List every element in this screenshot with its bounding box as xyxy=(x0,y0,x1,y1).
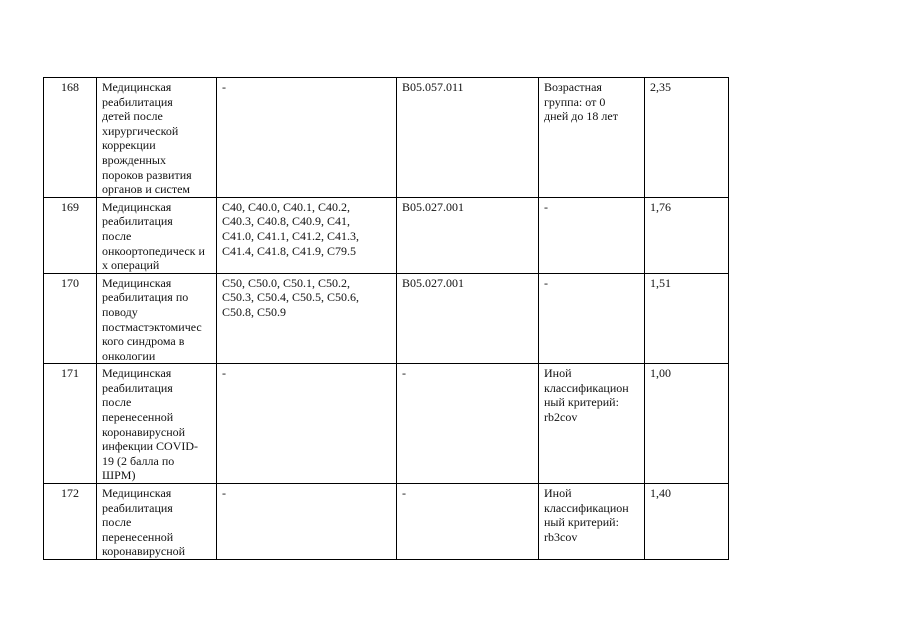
table-row xyxy=(44,197,729,273)
table-row xyxy=(44,484,729,560)
criteria: - xyxy=(539,273,645,364)
table-row xyxy=(44,78,729,198)
icd-codes: C50, C50.0, C50.1, C50.2, C50.3, C50.4, C50.5, C50.6, C50.8, C50.9 xyxy=(217,273,397,364)
icd-codes: C40, C40.0, C40.1, C40.2, C40.3, C40.8, C40.9, C41, C41.0, C41.1, C41.2, C41.3, C41.4, C41.8, C41.9, C79.5 xyxy=(217,197,397,273)
service-code: B05.057.011 xyxy=(397,78,539,198)
criteria: Возрастная группа: от 0 дней до 18 лет xyxy=(539,78,645,198)
rehab-name: Медицинская реабилитация детей после хирургической коррекции врожденных пороков развития органов и систем xyxy=(97,78,217,198)
row-number: 169 xyxy=(44,197,97,273)
coefficient: 1,76 xyxy=(645,197,729,273)
service-code: - xyxy=(397,484,539,560)
coefficient: 1,40 xyxy=(645,484,729,560)
row-number: 172 xyxy=(44,484,97,560)
rehab-name: Медицинская реабилитация после онкоортопедическ и х операций xyxy=(97,197,217,273)
rehab-name: Медицинская реабилитация после перенесенной коронавирусной инфекции COVID- 19 (2 балла по ШРМ) xyxy=(97,364,217,484)
service-code: - xyxy=(397,364,539,484)
coefficient: 1,00 xyxy=(645,364,729,484)
icd-codes: - xyxy=(217,78,397,198)
icd-codes: - xyxy=(217,484,397,560)
tariff-table xyxy=(43,77,729,560)
criteria: Иной классификацион ный критерий: rb3cov xyxy=(539,484,645,560)
table-row xyxy=(44,364,729,484)
coefficient: 1,51 xyxy=(645,273,729,364)
coefficient: 2,35 xyxy=(645,78,729,198)
rehab-name: Медицинская реабилитация по поводу постмастэктомичес кого синдрома в онкологии xyxy=(97,273,217,364)
row-number: 171 xyxy=(44,364,97,484)
row-number: 170 xyxy=(44,273,97,364)
service-code: B05.027.001 xyxy=(397,273,539,364)
criteria: - xyxy=(539,197,645,273)
icd-codes: - xyxy=(217,364,397,484)
rehab-name: Медицинская реабилитация после перенесенной коронавирусной xyxy=(97,484,217,560)
service-code: B05.027.001 xyxy=(397,197,539,273)
table-row xyxy=(44,273,729,364)
criteria: Иной классификацион ный критерий: rb2cov xyxy=(539,364,645,484)
row-number: 168 xyxy=(44,78,97,198)
